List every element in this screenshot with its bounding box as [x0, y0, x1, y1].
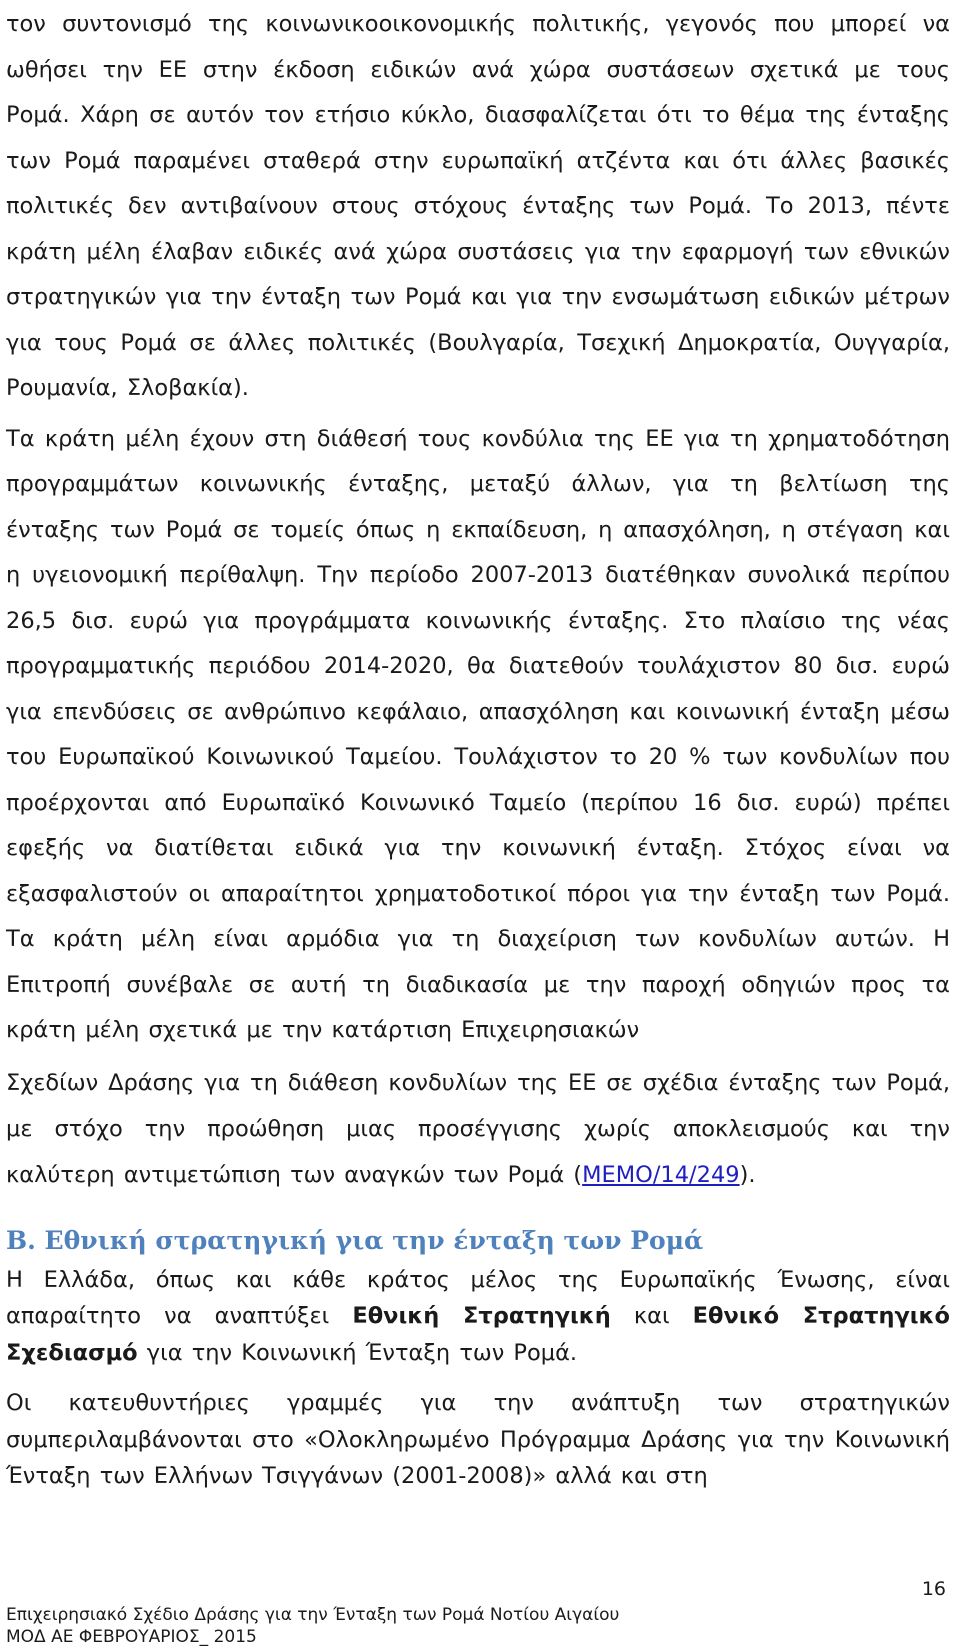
bold-national-strategy: Εθνική Στρατηγική: [352, 1303, 611, 1329]
paragraph-national-strategy: [6, 1262, 950, 1372]
document-page: [0, 2, 960, 1652]
paragraph-text-end: ).: [739, 1161, 756, 1188]
paragraph-text: για την Κοινωνική Ένταξη των Ρομά.: [137, 1339, 578, 1366]
page-number: 16: [921, 1578, 946, 1600]
footer-title: Επιχειρησιακό Σχέδιο Δράσης για την Ένταξη των Ρομά Νοτίου Αιγαίου: [6, 1605, 620, 1625]
paragraph-text: και: [610, 1303, 693, 1329]
page-footer: [6, 1604, 619, 1648]
section-heading: Β. Εθνική στρατηγική για την ένταξη των Ρομά: [6, 1225, 704, 1255]
paragraph-guidelines: Οι κατευθυντήριες γραμμές για την ανάπτυξη των στρατηγικών συμπεριλαμβάνονται στο «Ολοκληρωμένο Πρόγραμμα Δράσης για την Κοινωνική Ένταξη των Ελλήνων Τσιγγάνων (2001-2008)» αλλά και στη: [6, 1390, 950, 1489]
paragraph-eu-semester: τον συντονισμό της κοινωνικοοικονομικής πολιτικής, γεγονός που μπορεί να ωθήσει την ΕΕ στην έκδοση ειδικών ανά χώρα συστάσεων σχετικά με τους Ρομά. Χάρη σε αυτόν τον ετήσιο κύκλο, διασφαλίζεται ότι το θέμα της ένταξης των Ρομά παραμένει σταθερά στην ευρωπαϊκή ατζέντα και ότι άλλες βασικές πολιτικές δεν αντιβαίνουν στους στόχους ένταξης των Ρομά. Το 2013, πέντε κράτη μέλη έλαβαν ειδικές ανά χώρα συστάσεις για την εφαρμογή των εθνικών στρατηγικών για την ένταξη των Ρομά και για την ενσωμάτωση ειδικών μέτρων για τους Ρομά σε άλλες πολιτικές (Βουλγαρία, Τσεχική Δημοκρατία, Ουγγαρία, Ρουμανία, Σλοβακία).: [6, 11, 950, 401]
paragraph-text: Σχεδίων Δράσης για τη διάθεση κονδυλίων της ΕΕ σε σχέδια ένταξης των Ρομά, με στόχο την προώθηση μιας προσέγγισης χωρίς αποκλεισμούς και την καλύτερη αντιμετώπιση των αναγκών των Ρομά (: [6, 1069, 950, 1188]
paragraph-text: Η Ελλάδα, όπως και κάθε κράτος μέλος της Ευρωπαϊκής Ένωσης, είναι απαραίτητο να αναπτύξει: [6, 1266, 950, 1329]
paragraph-eu-funds: Τα κράτη μέλη έχουν στη διάθεσή τους κονδύλια της ΕΕ για τη χρηματοδότηση προγραμμάτων κοινωνικής ένταξης, μεταξύ άλλων, για τη βελτίωση της ένταξης των Ρομά σε τομείς όπως η εκπαίδευση, η απασχόληση, η στέγαση και η υγειονομική περίθαλψη. Την περίοδο 2007-2013 διατέθηκαν συνολικά περίπου 26,5 δισ. ευρώ για προγράμματα κοινωνικής ένταξης. Στο πλαίσιο της νέας προγραμματικής περιόδου 2014-2020, θα διατεθούν τουλάχιστον 80 δισ. ευρώ για επενδύσεις σε ανθρώπινο κεφάλαιο, απασχόληση και κοινωνική ένταξη μέσω του Ευρωπαϊκού Κοινωνικού Ταμείου. Τουλάχιστον το 20 % των κονδυλίων που προέρχονται από Ευρωπαϊκό Κοινωνικό Ταμείο (περίπου 16 δισ. ευρώ) πρέπει εφεξής να διατίθεται ειδικά για την κοινωνική ένταξη. Στόχος είναι να εξασφαλιστούν οι απαραίτητοι χρηματοδοτικοί πόροι για την ένταξη των Ρομά. Τα κράτη μέλη είναι αρμόδια για τη διαχείριση των κονδυλίων αυτών. Η Επιτροπή συνέβαλε σε αυτή τη διαδικασία με την παροχή οδηγιών προς τα κράτη μέλη σχετικά με την κατάρτιση Επιχειρησιακών: [6, 425, 950, 1043]
memo-link[interactable]: MEMO/14/249: [582, 1161, 740, 1188]
footer-date: ΜΟΔ ΑΕ ΦΕΒΡΟΥΑΡΙΟΣ_ 2015: [6, 1627, 257, 1647]
bold-national-planning: Εθνικό Στρατηγικό Σχεδιασμό: [6, 1303, 950, 1366]
paragraph-action-plans: [6, 1060, 950, 1198]
